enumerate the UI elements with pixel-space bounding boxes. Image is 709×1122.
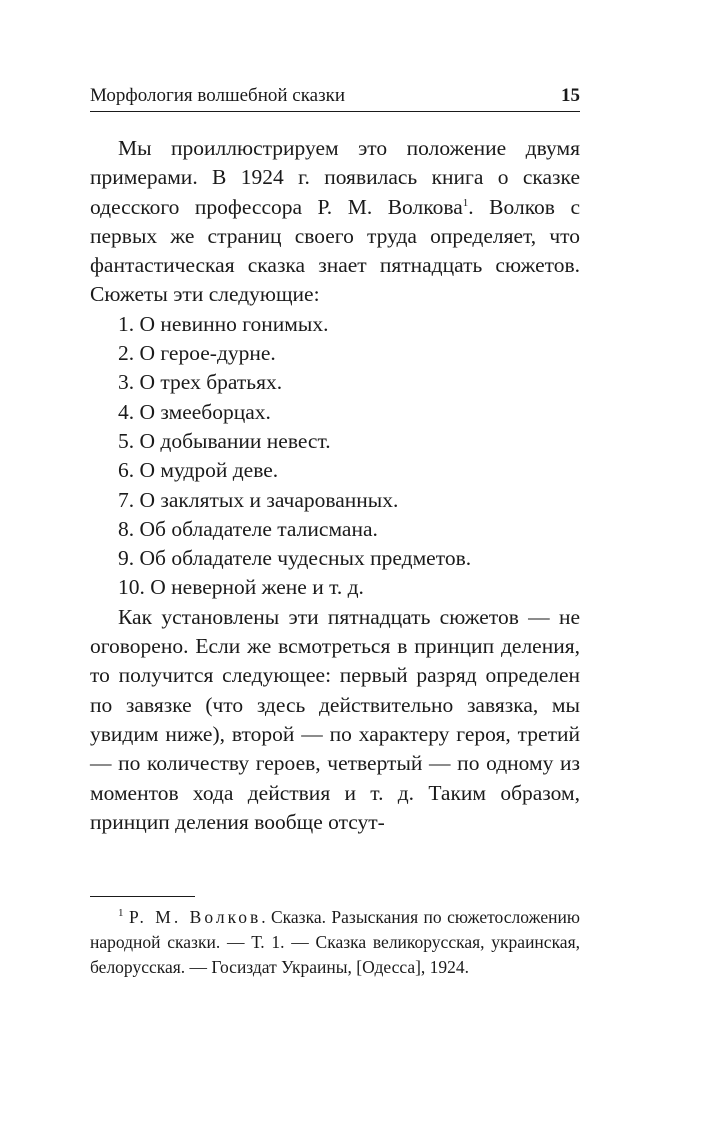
- paragraph-1: [90, 134, 580, 310]
- running-header: [90, 84, 580, 108]
- paragraph-1-text-a: Мы проиллюстрируем это положение двумя примерами. В 1924 г. появилась книга о сказке одесского профессора Р. М. Волкова: [90, 136, 580, 219]
- list-item: 4. О змееборцах.: [118, 399, 271, 424]
- list-item: 7. О заклятых и зачарованных.: [118, 487, 399, 512]
- list-item: 3. О трех братьях.: [118, 370, 283, 395]
- header-divider: [90, 111, 580, 112]
- running-title: Морфология волшебной сказки: [90, 85, 346, 106]
- list-item: 8. Об обладателе талисмана.: [118, 516, 378, 541]
- footnote: [90, 905, 580, 980]
- list-item: 2. О герое-дурне.: [118, 341, 276, 366]
- list-item: 6. О мудрой деве.: [118, 458, 279, 483]
- footnote-author: Р. М. Волков: [128, 907, 262, 927]
- list-item: 10. О неверной жене и т. д.: [118, 575, 364, 600]
- book-page: [90, 0, 580, 1122]
- footnote-marker: 1: [118, 907, 124, 920]
- footnote-reference: 1: [462, 196, 469, 209]
- page-number: 15: [561, 85, 580, 106]
- paragraph-1-text-b: . Волков с первых же страниц своего труда определяет, что фантастическая сказка знает пятнадцать сюжетов. Сюжеты эти следующие:: [90, 194, 581, 307]
- footnote-text: . Сказка. Разыскания по сюжетосложению народной сказки. — Т. 1. — Сказка великорусская, украинская, белорусская. — Госиздат Украины, [Одесса], 1924.: [90, 907, 580, 977]
- footnote-divider: [90, 896, 195, 897]
- list-item: 9. Об обладателе чудесных предметов.: [118, 546, 472, 571]
- list-item: 1. О невинно гонимых.: [118, 311, 329, 336]
- main-text: [90, 134, 580, 837]
- plot-list: [90, 310, 580, 603]
- paragraph-2: Как установлены эти пятнадцать сюжетов — не оговорено. Если же всмотреться в принцип деления, то получится следующее: первый разряд определен по завязке (что здесь действительно завязка, мы увидим ниже), второй — по характеру героя, третий — по количеству героев, четвертый — по одному из моментов хода действия и т. д. Таким образом, принцип деления вообще отсут-: [90, 604, 580, 834]
- list-item: 5. О добывании невест.: [118, 428, 331, 453]
